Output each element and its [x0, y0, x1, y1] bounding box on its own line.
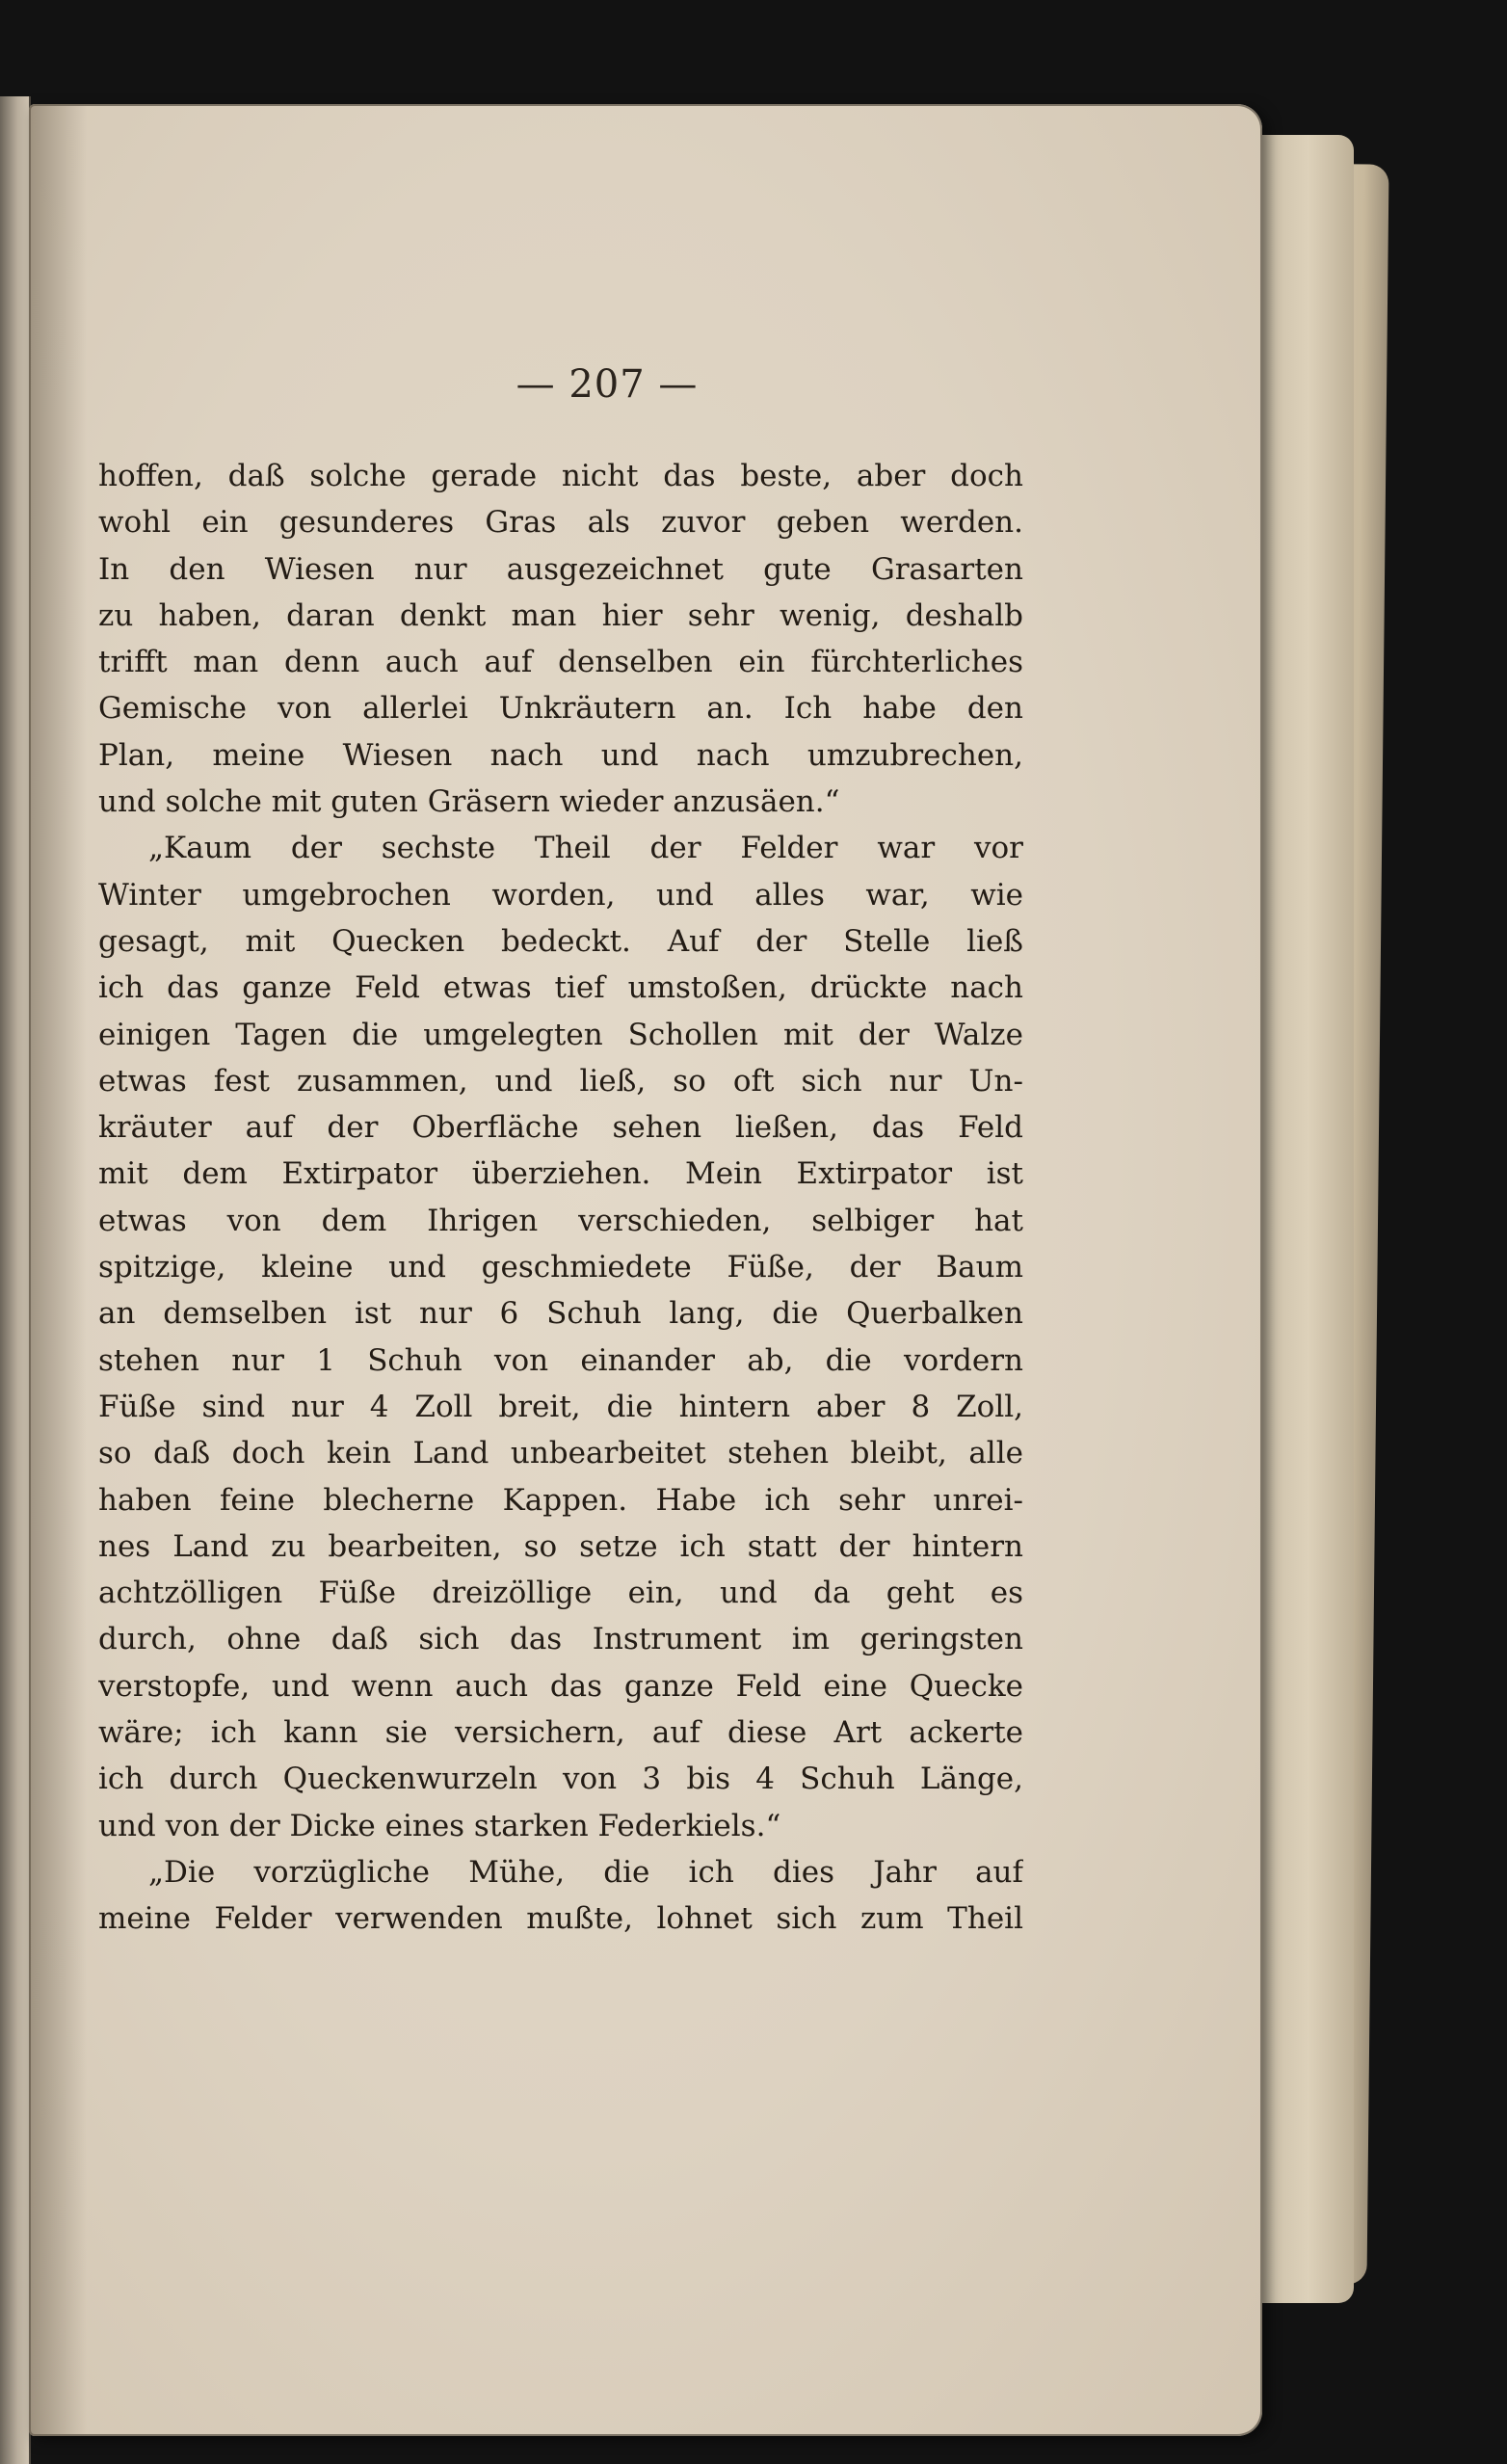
text-line: haben feine blecherne Kappen. Habe ich sehr unrei-: [98, 1482, 1023, 1518]
text-line: gesagt, mit Quecken bedeckt. Auf der Stelle ließ: [98, 923, 1023, 959]
text-line: Winter umgebrochen worden, und alles war, wie: [98, 877, 1023, 913]
text-line: trifft man denn auch auf denselben ein fürchterliches: [98, 645, 1023, 680]
text-line: und solche mit guten Gräsern wieder anzusäen.“: [98, 784, 840, 820]
text-line: mit dem Extirpator überziehen. Mein Extirpator ist: [98, 1156, 1023, 1192]
underlying-pages-inner: [1262, 135, 1354, 2303]
text-line: ich das ganze Feld etwas tief umstoßen, drückte nach: [98, 970, 1023, 1006]
text-line: „Kaum der sechste Theil der Felder war vor: [148, 831, 1023, 866]
gutter-shadow: [29, 104, 87, 2436]
text-line: spitzige, kleine und geschmiedete Füße, der Baum: [98, 1250, 1023, 1285]
body-text: [98, 453, 1023, 1943]
text-line: stehen nur 1 Schuh von einander ab, die vordern: [98, 1342, 1023, 1378]
text-line: wäre; ich kann sie versichern, auf diese Art ackerte: [98, 1715, 1023, 1751]
text-line: In den Wiesen nur ausgezeichnet gute Grasarten: [98, 551, 1023, 587]
text-line: Füße sind nur 4 Zoll breit, die hintern aber 8 Zoll,: [98, 1389, 1023, 1424]
text-line: verstopfe, und wenn auch das ganze Feld eine Quecke: [98, 1668, 1023, 1704]
text-line: kräuter auf der Oberfläche sehen ließen, das Feld: [98, 1110, 1023, 1146]
text-line: meine Felder verwenden mußte, lohnet sich zum Theil: [98, 1901, 1023, 1937]
text-line: Plan, meine Wiesen nach und nach umzubrechen,: [98, 737, 1023, 773]
text-line: achtzölligen Füße dreizöllige ein, und da geht es: [98, 1576, 1023, 1611]
text-line: Gemische von allerlei Unkräutern an. Ich habe den: [98, 691, 1023, 727]
text-line: wohl ein gesunderes Gras als zuvor geben werden.: [98, 505, 1023, 541]
text-line: etwas von dem Ihrigen verschieden, selbiger hat: [98, 1203, 1023, 1238]
text-line: an demselben ist nur 6 Schuh lang, die Querbalken: [98, 1296, 1023, 1332]
previous-page-edge: [0, 96, 31, 2464]
text-line: so daß doch kein Land unbearbeitet stehen bleibt, alle: [98, 1436, 1023, 1471]
text-line: und von der Dicke eines starken Federkiels.“: [98, 1808, 781, 1843]
text-line: nes Land zu bearbeiten, so setze ich statt der hintern: [98, 1528, 1023, 1564]
text-line: durch, ohne daß sich das Instrument im geringsten: [98, 1622, 1023, 1657]
text-line: etwas fest zusammen, und ließ, so oft sich nur Un-: [98, 1063, 1023, 1099]
text-line: „Die vorzügliche Mühe, die ich dies Jahr auf: [148, 1854, 1023, 1890]
text-line: ich durch Queckenwurzeln von 3 bis 4 Schuh Länge,: [98, 1762, 1023, 1797]
text-line: zu haben, daran denkt man hier sehr wenig, deshalb: [98, 597, 1023, 633]
text-line: einigen Tagen die umgelegten Schollen mit der Walze: [98, 1017, 1023, 1052]
page-number: — 207 —: [516, 362, 699, 407]
text-line: hoffen, daß solche gerade nicht das beste, aber doch: [98, 459, 1023, 493]
book-page: [29, 104, 1262, 2436]
